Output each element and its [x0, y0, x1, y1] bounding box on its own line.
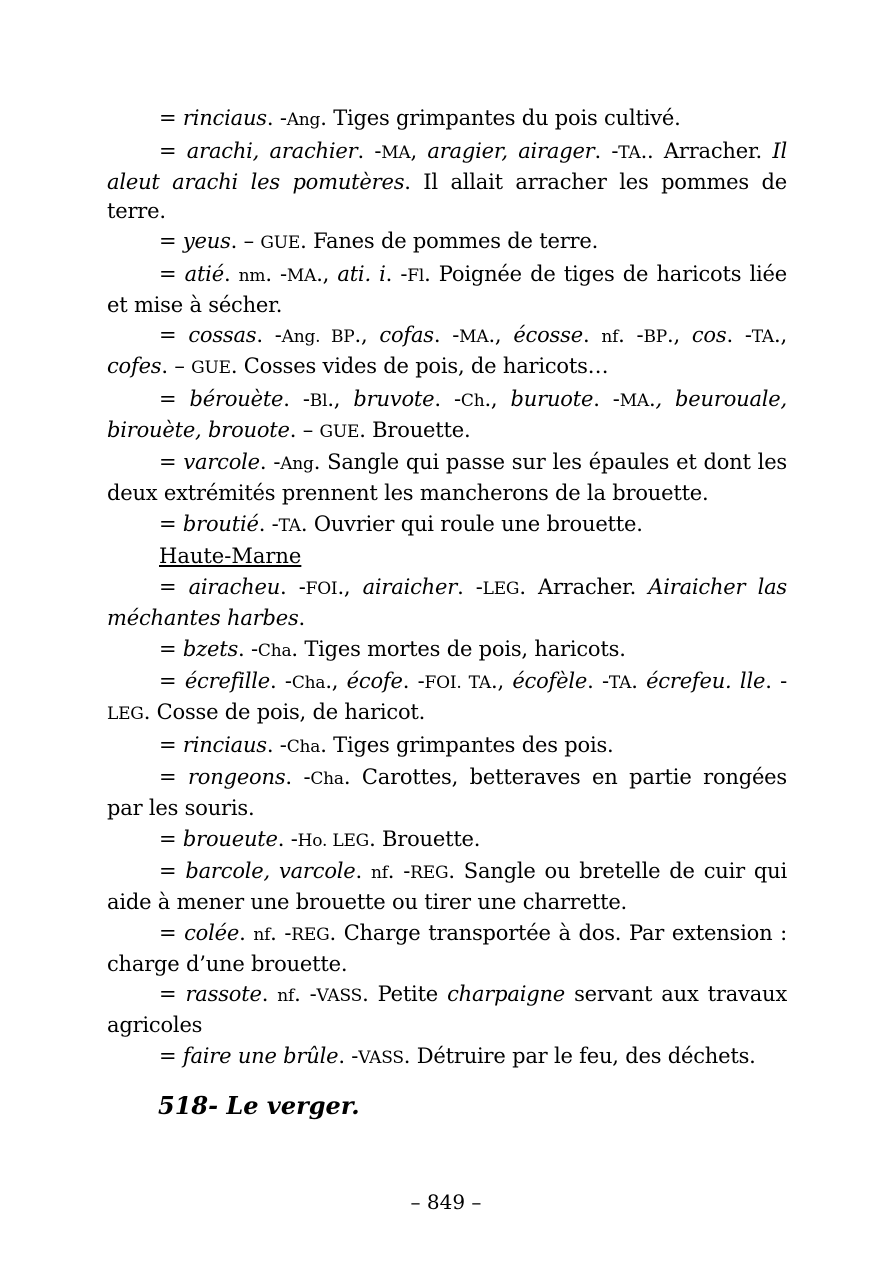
entry-text: ., [666, 323, 692, 347]
entry-source: LEG [482, 579, 520, 599]
entry-text: . Ouvrier qui roule une brouette. [300, 511, 643, 536]
entry-text: . - [434, 386, 461, 411]
entry-text: = [159, 138, 187, 163]
entry-source: Cha [291, 673, 326, 693]
entry-source: FOI [305, 579, 338, 599]
entry-text: . [631, 669, 647, 693]
dictionary-entry [107, 385, 787, 447]
entry-text: . - [618, 323, 644, 347]
entry-term: cos [691, 323, 727, 347]
entry-source: TA [608, 673, 632, 693]
entry-source: Cha [310, 769, 344, 789]
entry-text: . - [238, 636, 258, 661]
entry-source: MA [459, 327, 489, 347]
entry-term: écofe [346, 669, 403, 693]
entry-text: . Arracher. [519, 575, 649, 599]
entry-text: . [239, 920, 254, 945]
entry-text: . - [294, 982, 317, 1006]
entry-text: . - [270, 669, 292, 693]
entry-text: = [159, 982, 186, 1006]
entry-source: Fl [407, 265, 425, 286]
entry-text: . - [593, 386, 620, 411]
dictionary-entry [107, 1042, 787, 1073]
entry-term: ati. i [337, 261, 386, 286]
entry-source: MA [381, 142, 411, 163]
entry-term: faire une brûle [182, 1043, 339, 1068]
entry-source: Ang [280, 454, 314, 474]
entry-text: . - [385, 261, 408, 286]
entry-text: . Brouette. [369, 826, 481, 851]
dictionary-entry [107, 260, 787, 320]
entry-source: TA [278, 515, 301, 536]
entries-list-bottom [107, 573, 787, 1073]
entry-text: . Petite [362, 982, 448, 1006]
entry-text: . Tiges mortes de pois, haricots. [291, 636, 626, 661]
dictionary-entry [107, 573, 787, 633]
entry-term: , beurouale, birouète, brouote [107, 386, 787, 442]
entry-term: buruote [510, 386, 594, 411]
entry-text: . Tiges grimpantes des pois. [320, 732, 614, 757]
entry-text: . - [266, 732, 287, 757]
entry-term: rongeons [187, 765, 286, 789]
document-body [107, 104, 787, 1074]
entry-term: cofas [379, 323, 434, 347]
entry-source: nm [238, 265, 266, 286]
entry-text: . [648, 386, 656, 411]
entry-term: charpaigne [447, 982, 566, 1006]
entry-text: = [159, 323, 189, 347]
entry-source: Ch [460, 390, 485, 411]
dictionary-entry [107, 510, 787, 541]
entry-text: = [159, 920, 185, 945]
entry-text: ., [354, 323, 380, 347]
entry-source: Ho. LEG [297, 830, 370, 851]
entry-text: = [159, 229, 183, 253]
dictionary-entry [107, 825, 787, 856]
entry-text: = [159, 450, 184, 474]
entry-text: = [159, 261, 185, 286]
entry-term: Airaicher las méchantes harbes [107, 575, 787, 630]
entries-list-top [107, 104, 787, 541]
region-heading: Haute-Marne [159, 544, 302, 568]
dictionary-entry [107, 321, 787, 383]
entry-term: cofes [107, 354, 162, 378]
section-title: 518- Le verger. [158, 1091, 360, 1120]
entry-text: . Fanes de pommes de terre. [300, 229, 599, 253]
entry-text: = [159, 106, 177, 130]
entry-source: MA [286, 265, 317, 286]
entry-term: airaicher [362, 575, 458, 599]
entry-source: FOI. TA [424, 673, 491, 693]
entry-term: broutié [182, 511, 259, 536]
entry-text: . - [265, 261, 287, 286]
entry-source: REG [410, 863, 449, 883]
entry-text: . Cosse de pois, de haricot. [143, 700, 426, 724]
entry-text: ., [327, 386, 354, 411]
entry-text: . Poignée de tiges de haricots liée et mise à sécher. [107, 261, 787, 317]
entry-source: nf [253, 924, 271, 945]
entry-text: , [410, 138, 428, 163]
entry-term: colée [184, 920, 240, 945]
entry-text: . - [357, 138, 382, 163]
entry-source: TA [751, 327, 775, 347]
entry-text: . Carottes, betteraves en partie rongées par les souris. [107, 765, 787, 820]
entry-text: ., [337, 575, 363, 599]
entry-source: MA [619, 390, 649, 411]
entry-text: . - [283, 386, 310, 411]
entry-source: TA [618, 142, 641, 163]
entry-text: . Charge transportée à dos. Par extension : charge d’une brouette. [107, 920, 788, 976]
entry-source: Ang [286, 110, 321, 130]
entry-source: LEG [107, 704, 144, 724]
entry-text: ., [484, 386, 511, 411]
entry-source: VASS [358, 1047, 404, 1068]
entry-text: . - [387, 859, 411, 883]
entry-text: . - [726, 323, 752, 347]
entry-text: = [159, 575, 189, 599]
dictionary-entry [107, 104, 787, 135]
entry-source: BP [643, 327, 667, 347]
entry-source: Cha [286, 736, 321, 757]
entry-text: . - [433, 323, 460, 347]
dictionary-entry [107, 448, 787, 508]
entry-text: . - [280, 575, 306, 599]
entry-source: Ang. BP [281, 327, 355, 347]
entry-text: . - [277, 826, 298, 851]
entry-term: rinciaus [182, 732, 267, 757]
entry-term: cossas [188, 323, 257, 347]
entry-text: . – [230, 229, 261, 253]
entry-source: nf [370, 863, 388, 883]
page-number: – 849 – [410, 1190, 482, 1214]
entry-text: . Brouette. [359, 417, 471, 442]
dictionary-entry [107, 763, 787, 823]
entry-source: VASS [316, 986, 363, 1006]
entry-text: ., [316, 261, 338, 286]
entry-text: . [223, 261, 239, 286]
entry-source: GUE [191, 358, 231, 378]
entry-text: . - [258, 511, 279, 536]
entry-text: = [159, 386, 190, 411]
dictionary-entry [107, 227, 787, 258]
entry-source: nf [601, 327, 619, 347]
entry-text: . – [161, 354, 192, 378]
entry-text: . Détruire par le feu, des déchets. [403, 1043, 756, 1068]
entry-term: écosse [513, 323, 583, 347]
entry-text: . Il allait arracher les pommes de terre. [107, 169, 787, 223]
entry-source: nf [277, 986, 295, 1006]
entry-text: . - [266, 106, 287, 130]
entry-text: = [159, 826, 183, 851]
dictionary-entry [107, 667, 787, 729]
entry-text: . Sangle qui passe sur les épaules et dont les deux extrémités prennent les mancherons de la brouette. [107, 450, 788, 505]
entry-text: servant aux travaux agricoles [107, 982, 787, 1037]
entry-text: . - [765, 669, 787, 693]
entry-term: bruvote [353, 386, 435, 411]
entry-term: rassote [185, 982, 262, 1006]
entry-term: barcole, varcole [185, 859, 356, 883]
entry-source: GUE [319, 421, 360, 442]
entry-term: écofèle [512, 669, 588, 693]
entry-term: bérouète [189, 386, 284, 411]
entry-text: . Tiges grimpantes du pois cultivé. [320, 106, 681, 130]
entry-text: = [159, 732, 183, 757]
entry-term: rinciaus [176, 106, 267, 130]
dictionary-entry [107, 137, 787, 226]
entry-text: . - [256, 323, 282, 347]
dictionary-entry [107, 635, 787, 666]
dictionary-entry [107, 919, 787, 979]
entry-text: = [159, 859, 186, 883]
entry-text: . – [289, 417, 320, 442]
entry-text: = [159, 1043, 183, 1068]
dictionary-entry [107, 980, 787, 1040]
entry-source: REG [291, 924, 330, 945]
entry-term: aragier, airager [427, 138, 595, 163]
dictionary-entry [107, 857, 787, 917]
entry-text: ., [774, 323, 787, 347]
entry-term: Il aleut arachi les pomutères [107, 138, 787, 194]
entry-text: . - [594, 138, 619, 163]
entry-text: = [159, 511, 183, 536]
entry-text: = [159, 636, 183, 661]
entry-term: écrefille [184, 669, 271, 693]
entry-text: . [261, 982, 278, 1006]
entry-text: . Sangle ou bretelle de cuir qui aide à mener une brouette ou tirer une charrette. [107, 859, 787, 914]
entry-source: Bl [309, 390, 328, 411]
entry-term: airacheu [188, 575, 281, 599]
entry-term: yeus [182, 229, 231, 253]
entry-source: GUE [260, 233, 301, 253]
entry-text: . - [270, 920, 292, 945]
entry-text: . - [259, 450, 281, 474]
entry-text: = [159, 669, 185, 693]
entry-text: ., [490, 669, 513, 693]
entry-text: . - [402, 669, 425, 693]
entry-text: . [298, 606, 306, 630]
entry-text: = [159, 765, 188, 789]
entry-text: . - [338, 1043, 359, 1068]
dictionary-entry [107, 731, 787, 762]
entry-text: . - [285, 765, 311, 789]
entry-text: . - [587, 669, 609, 693]
entry-source: Cha [257, 640, 292, 661]
entry-text: .. Arracher. [640, 138, 773, 163]
entry-text: ., [488, 323, 514, 347]
entry-term: bzets [182, 636, 239, 661]
entry-text: . [582, 323, 602, 347]
entry-text: . - [457, 575, 483, 599]
entry-text: . Cosses vides de pois, de haricots… [230, 354, 609, 378]
entry-text: . [355, 859, 371, 883]
entry-text: ., [325, 669, 347, 693]
entry-term: varcole [183, 450, 260, 474]
entry-term: arachi, arachier [186, 138, 358, 163]
entry-term: écrefeu. lle [646, 669, 766, 693]
entry-term: broueute [182, 826, 278, 851]
entry-term: atié [184, 261, 224, 286]
